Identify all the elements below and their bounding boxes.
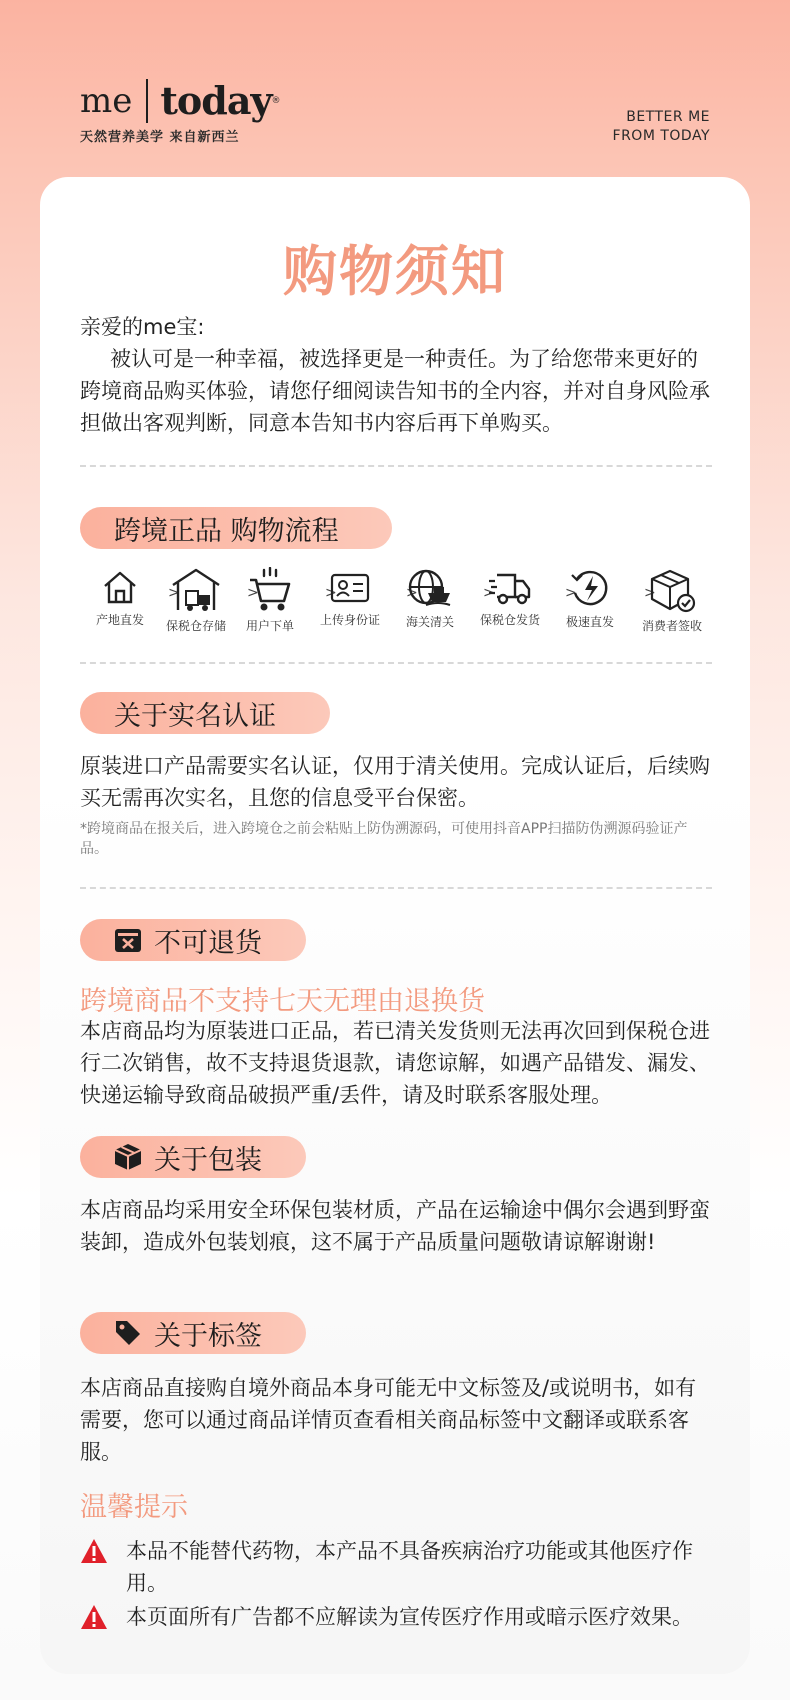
realname-heading-pill	[80, 692, 330, 734]
id-card-icon	[329, 567, 371, 607]
logo-today: today	[160, 78, 272, 123]
flow-arrow: >	[644, 585, 656, 601]
flow-step-label: 海关清关	[405, 615, 454, 629]
flow-arrow: >	[483, 585, 495, 601]
return-box-icon	[114, 926, 142, 954]
packaging-heading: 关于包装	[154, 1144, 262, 1176]
slogan	[613, 108, 710, 146]
flow-step-express	[548, 567, 632, 630]
packaging-heading-pill	[80, 1136, 306, 1178]
page-title: 购物须知	[283, 240, 507, 303]
warehouse-icon	[170, 567, 222, 613]
flow-step-label: 消费者签收	[641, 619, 702, 633]
intro-body: 被认可是一种幸福，被选择更是一种责任。为了给您带来更好的跨境商品购买体验，请您仔细阅读告知书的全内容，并对自身风险承担做出客观判断，同意本告知书内容后再下单购买。	[80, 347, 710, 435]
noreturn-heading-pill	[80, 919, 306, 961]
slogan-line-2: FROM TODAY	[612, 128, 710, 144]
tip-item	[80, 1535, 720, 1599]
flow-step-origin	[78, 567, 162, 628]
shopping-flow	[78, 567, 718, 637]
noreturn-heading: 不可退货	[154, 927, 262, 959]
tip-text: 本品不能替代药物，本产品不具备疾病治疗功能或其他医疗作用。	[126, 1539, 693, 1595]
flow-step-label: 保税仓存储	[165, 619, 226, 633]
flow-arrow: >	[325, 585, 337, 601]
house-icon	[100, 567, 140, 607]
flow-step-label: 上传身份证	[319, 613, 380, 627]
flow-arrow: >	[565, 585, 577, 601]
flow-heading: 跨境正品 购物流程	[114, 515, 339, 547]
logo-tagline: 天然营养美学 来自新西兰	[80, 130, 240, 145]
labels-body: 本店商品直接购自境外商品本身可能无中文标签及/或说明书，如有需要，您可以通过商品详情页查看相关商品标签中文翻译或联系客服。	[80, 1376, 697, 1464]
logo-me: me	[80, 80, 133, 121]
intro-greeting: 亲爱的me宝:	[80, 315, 205, 339]
brand-logo	[80, 78, 281, 123]
noreturn-body: 本店商品均为原装进口正品，若已清关发货则无法再次回到保税仓进行二次销售，故不支持退货退款，请您谅解，如遇产品错发、漏发、快递运输导致商品破损严重/丢件，请及时联系客服处理。	[80, 1019, 710, 1107]
flow-step-label: 产地直发	[95, 613, 144, 627]
divider	[80, 465, 712, 467]
packaging-body: 本店商品均采用安全环保包装材质，产品在运输途中偶尔会遇到野蛮装卸，造成外包装划痕，这不属于产品质量问题敬请谅解谢谢!	[80, 1198, 710, 1254]
realname-note: *跨境商品在报关后，进入跨境仓之前会粘贴上防伪溯源码，可使用抖音APP扫描防伪溯源码验证产品。	[80, 821, 688, 857]
flow-step-warehouse	[154, 567, 238, 634]
package-cube-icon	[114, 1143, 142, 1171]
labels-heading: 关于标签	[154, 1320, 262, 1352]
flow-heading-pill	[80, 507, 392, 549]
flow-step-id-upload	[308, 567, 392, 628]
warning-icon	[80, 1604, 108, 1630]
tip-item	[80, 1601, 720, 1633]
truck-icon	[487, 567, 533, 607]
realname-body: 原装进口产品需要实名认证，仅用于清关使用。完成认证后，后续购买无需再次实名，且您的信息受平台保密。	[80, 754, 710, 810]
cart-icon	[248, 567, 292, 613]
warning-icon	[80, 1538, 108, 1564]
realname-heading: 关于实名认证	[114, 700, 276, 732]
flow-step-receipt	[630, 567, 714, 634]
flow-arrow: >	[247, 585, 259, 601]
flow-step-dispatch	[468, 567, 552, 628]
notice-card	[40, 177, 750, 1674]
header	[0, 0, 790, 175]
tips-heading: 温馨提示	[80, 1492, 188, 1523]
flow-step-label: 用户下单	[245, 619, 294, 633]
tip-text: 本页面所有广告都不应解读为宣传医疗作用或暗示医疗效果。	[126, 1605, 693, 1629]
flow-step-label: 保税仓发货	[479, 613, 540, 627]
registered-mark: ®	[271, 95, 281, 106]
flow-arrow: >	[168, 585, 180, 601]
slogan-line-1: BETTER ME	[626, 109, 710, 125]
divider	[80, 662, 712, 664]
flow-step-customs	[388, 567, 472, 630]
flow-step-label: 极速直发	[565, 615, 614, 629]
tag-icon	[114, 1319, 142, 1347]
flow-step-order	[228, 567, 312, 634]
noreturn-subheading: 跨境商品不支持七天无理由退换货	[80, 986, 485, 1017]
logo-divider	[146, 79, 148, 123]
divider	[80, 887, 712, 889]
fast-clock-icon	[569, 567, 611, 609]
box-check-icon	[648, 567, 696, 613]
globe-ship-icon	[408, 567, 452, 609]
labels-heading-pill	[80, 1312, 306, 1354]
flow-arrow: >	[406, 585, 418, 601]
